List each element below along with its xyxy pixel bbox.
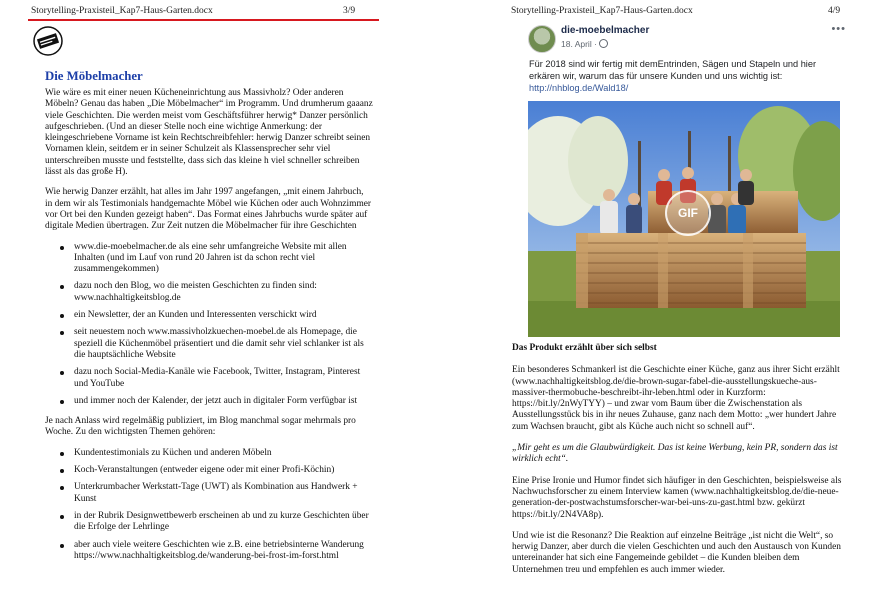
paragraph: Je nach Anlass wird regelmäßig publiziert, im Blog manchmal sogar mehrmals pro Woche. Zu den wichtigsten Themen gehören: [45,416,356,438]
post-date: 18. April · [561,39,608,49]
moebelmacher-logo-icon [33,26,63,56]
post-photo [528,101,840,337]
left-body-text [45,88,373,571]
quote: „Mir geht es um die Glaubwürdigkeit. Das ist keine Werbung, kein PR, sondern das ist wirklich echt“. [512,443,838,465]
globe-icon [599,39,608,48]
paragraph: Wie wäre es mit einer neuen Kücheneinrichtung aus Massivholz? Oder anderen Möbeln? Genau das haben „Die Möbelmacher“ im Programm. Und drumherum gaaanz viele Geschichten. Die werden meist vom Geschäftsführer herwig* Danzer persönlich aufgeschrieben. (Und an dieser Stelle noch eine wichtige Anmerkung: der kleingeschriebene Vorname ist kein Rechtschreibfehler: herwig Danzer schreibt seinen Vornamen klein, seitdem er in seiner Schulzeit als Klassensprecher sehr viel unterschreiben musste und feststellte, dass sich das kleine h viel schneller schreiben lässt als das große H). [45,88,373,178]
channels-list [45,242,373,408]
header-page-number: 3/9 [343,6,356,16]
list-item: www.die-moebelmacher.de als eine sehr umfangreiche Website mit allen Inhalten (und im Lauf von rund 20 Jahren ist da schon recht viel zusammengekommen) [45,242,373,276]
list-item: aber auch viele weitere Geschichten wie z.B. eine betriebsinterne Wanderung https://www.nachhaltigkeitsblog.de/wanderung-bei-frost-im-forst.html [45,540,373,563]
subheading: Das Produkt erzählt über sich selbst [512,343,657,353]
paragraph: Und wie ist die Resonanz? Die Reaktion auf einzelne Beiträge „ist nicht die Welt“, so herwig Danzer, aber durch die vielen Geschichten und auch den Austausch von Kunden untereinander hat sich eine Fangemeinde gebildet – die Kunden bleiben dem Unternehmen treu und empfehlen es auch immer wieder. [512,530,841,575]
post-link: http://nhblog.de/Wald18/ [529,83,629,93]
list-item: und immer noch der Kalender, der jetzt auch in digitaler Form verfügbar ist [45,396,373,407]
list-item: ein Newsletter, der an Kunden und Interessenten verschickt wird [45,310,373,321]
right-body-text [512,343,842,586]
header-page-number: 4/9 [828,6,841,16]
running-header [31,6,213,16]
gif-badge: GIF [665,190,711,236]
paragraph: Ein besonderes Schmankerl ist die Geschichte einer Küche, ganz aus ihrer Sicht erzählt (www.nachhaltigkeitsblog.de/die-brown-sugar-fabel-die-ausstellungskueche-aus-massiver-thermobuche-beschreibt-ihr-leben.html oder in Kurzform: https://bit.ly/2nWyTYY) – und zwar vom Baum über die Zwischenstation als Ausstellungsstück bis in ihr neues Zuhause, ganz nach dem Motto: „wer hundert Jahre zum Wachsen braucht, gibt als Küche auch nicht so schnell auf“. [512,365,840,432]
list-item: in der Rubrik Designwettbewerb erscheinen ab und zu kurze Geschichten über die Erfolge der Lehrlinge [45,511,373,534]
post-author: die-moebelmacher [561,25,650,36]
topics-list [45,448,373,562]
header-red-rule [28,19,379,21]
running-header [511,6,693,16]
paragraph: Wie herwig Danzer erzählt, hat alles im Jahr 1997 angefangen, „mit einem Jahrbuch, in dem wir als Testimonials handgemachte Möbel wie Küchen oder auch Wohnzimmer vor Ort bei den Kunden gezeigt haben“. Das Format eines Jahrbuchs wurde später auf digitale Medien übertragen. Zur Zeit nutzen die Möbelmacher für ihre Geschichten [45,187,372,232]
list-item: Koch-Veranstaltungen (entweder eigene oder mit einer Profi-Köchin) [45,465,373,476]
list-item: dazu noch Social-Media-Kanäle wie Facebook, Twitter, Instagram, Pinterest und YouTube [45,367,373,390]
avatar [528,25,556,53]
paragraph: Eine Prise Ironie und Humor findet sich häufiger in den Geschichten, beispielsweise als Nachwuchsforscher zu einem Interview kamen (www.nachhaltigkeitsblog.de/die-neue-generation-der-postwachstumsforscher-war-bei-uns-zu-gast.html bzw. gekürzt https://bit.ly/2N4VA8p). [512,475,842,520]
list-item: Unterkrumbacher Werkstatt-Tage (UWT) als Kombination aus Handwerk + Kunst [45,482,373,505]
header-doc-name: Storytelling-Praxisteil_Kap7-Haus-Garten.docx [31,6,213,16]
section-heading: Die Möbelmacher [45,69,143,83]
post-text: Für 2018 sind wir fertig mit demEntrinden, Sägen und Stapeln und hier erkären wir, warum das für unsere Kunden und uns wichtig ist: http://nhblog.de/Wald18/ [529,59,817,93]
more-options-icon: ••• [831,23,846,35]
list-item: dazu noch den Blog, wo die meisten Geschichten zu finden sind: www.nachhaltigkeitsblog.de [45,281,373,304]
header-doc-name: Storytelling-Praxisteil_Kap7-Haus-Garten.docx [511,6,693,16]
list-item: seit neuestem noch www.massivholzkuechen-moebel.de als Homepage, die speziell die Küchenmöbel präsentiert und die damit sehr viel schlanker ist als die hauptsächliche Website [45,327,373,361]
list-item: Kundentestimonials zu Küchen und anderen Möbeln [45,448,373,459]
